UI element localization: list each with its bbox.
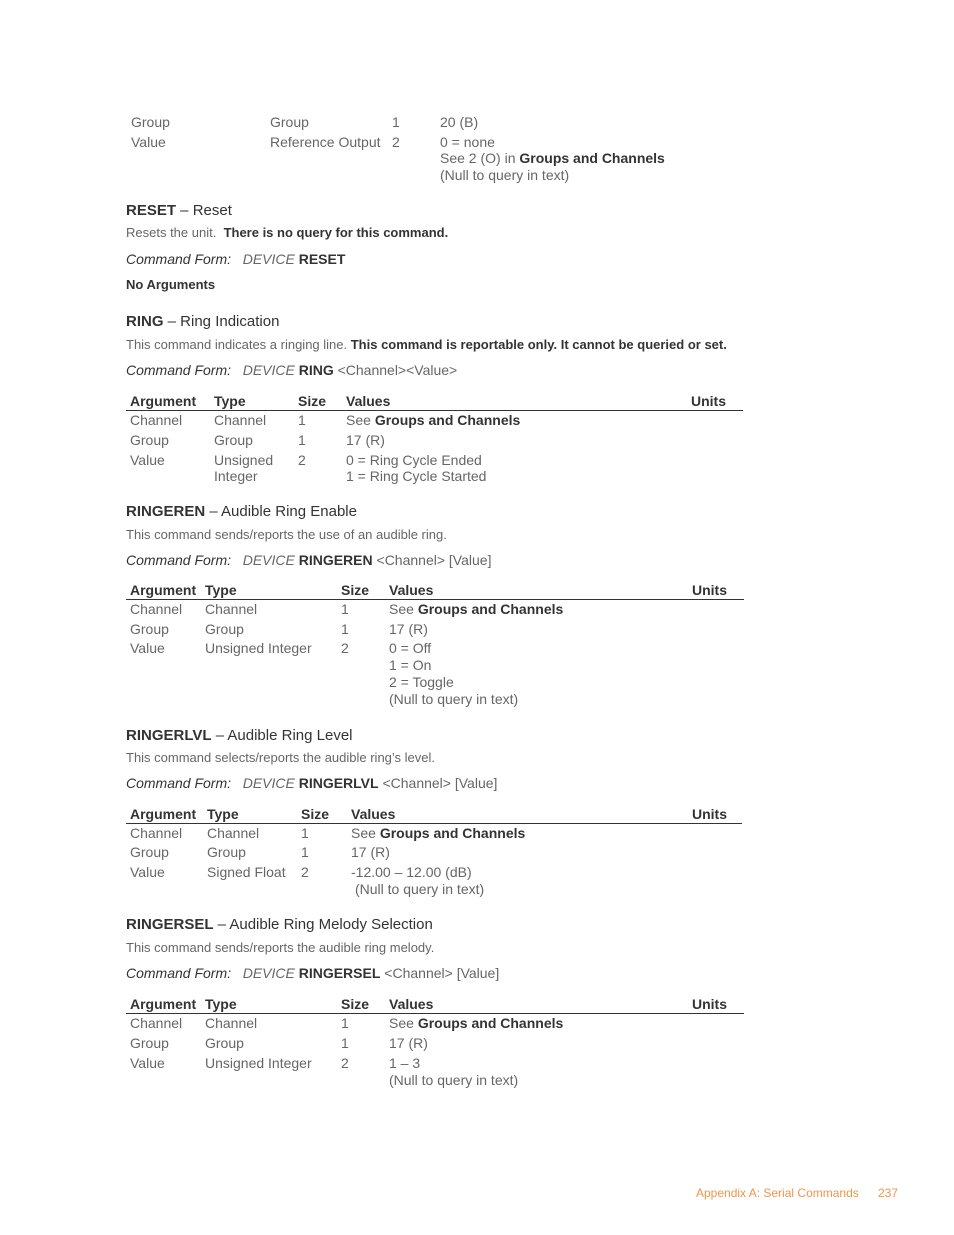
table-cell: (Null to query in text) — [355, 881, 485, 897]
column-header: Units — [692, 582, 727, 598]
column-header: Values — [346, 393, 391, 409]
table-cell: 1 — [341, 1015, 349, 1031]
section-description: This command sends/reports the use of an audible ring. — [126, 527, 447, 542]
header-rule — [126, 823, 742, 824]
column-header: Size — [298, 393, 327, 409]
table-cell: 2 — [301, 864, 309, 880]
table-cell: Group — [130, 844, 169, 860]
column-header: Units — [692, 806, 727, 822]
table-cell: Channel — [207, 825, 260, 841]
table-cell: Group — [205, 621, 244, 637]
table-cell: 0 = Ring Cycle Ended — [346, 452, 482, 468]
column-header: Type — [205, 582, 237, 598]
section-title: RINGEREN – Audible Ring Enable — [126, 503, 357, 520]
table-cell: 17 (R) — [389, 621, 428, 637]
table-cell: Unsigned Integer — [205, 640, 312, 656]
column-header: Type — [214, 393, 246, 409]
table-cell: Group — [207, 844, 246, 860]
table-cell: Channel — [130, 1015, 183, 1031]
table-cell: 2 — [298, 452, 306, 468]
header-rule — [126, 599, 744, 600]
table-cell: 1 — [341, 601, 349, 617]
table-cell: Signed Float — [207, 864, 286, 880]
table-cell: 20 (B) — [440, 114, 479, 130]
table-cell: Integer — [214, 468, 258, 484]
column-header: Values — [389, 582, 434, 598]
table-cell: Group — [214, 432, 253, 448]
command-form: Command Form: DEVICE RING <Channel><Value> — [126, 362, 458, 378]
column-header: Units — [691, 393, 726, 409]
table-cell: 1 = Ring Cycle Started — [346, 468, 487, 484]
table-cell: Channel — [130, 601, 183, 617]
table-cell: 17 (R) — [346, 432, 385, 448]
table-cell: 2 — [392, 134, 400, 150]
table-cell: 1 — [301, 844, 309, 860]
column-header: Argument — [130, 393, 197, 409]
see-reference: See Groups and Channels — [389, 1015, 564, 1031]
table-cell: Value — [130, 864, 165, 880]
table-cell: 2 — [341, 1055, 349, 1071]
table-cell: (Null to query in text) — [389, 1072, 519, 1088]
table-cell: Group — [270, 114, 309, 130]
command-form: Command Form: DEVICE RINGEREN <Channel> [Value] — [126, 552, 492, 568]
column-header: Units — [692, 996, 727, 1012]
table-cell: 0 = none — [440, 134, 495, 150]
command-form: Command Form: DEVICE RINGERLVL <Channel> [Value] — [126, 775, 498, 791]
table-cell: Reference Output — [270, 134, 381, 150]
table-cell: 2 = Toggle — [389, 674, 454, 690]
table-cell: Value — [130, 640, 165, 656]
section-title: RINGERSEL – Audible Ring Melody Selection — [126, 916, 433, 933]
section-title: RINGERLVL – Audible Ring Level — [126, 727, 353, 744]
table-cell: Channel — [130, 412, 183, 428]
table-cell: Unsigned — [214, 452, 274, 468]
section-description: This command selects/reports the audible ring’s level. — [126, 750, 436, 765]
table-cell: Value — [130, 1055, 165, 1071]
see-reference: See 2 (O) in Groups and Channels — [440, 150, 665, 166]
table-cell: Channel — [205, 601, 258, 617]
column-header: Type — [207, 806, 239, 822]
column-header: Argument — [130, 582, 197, 598]
table-cell: 0 = Off — [389, 640, 432, 656]
table-cell: Channel — [130, 825, 183, 841]
table-cell: Group — [205, 1035, 244, 1051]
column-header: Size — [341, 582, 370, 598]
table-cell: Group — [130, 621, 169, 637]
table-cell: Group — [130, 1035, 169, 1051]
table-cell: 17 (R) — [389, 1035, 428, 1051]
table-cell: Group — [130, 432, 169, 448]
section-description: This command sends/reports the audible ring melody. — [126, 940, 435, 955]
section-title: RING – Ring Indication — [126, 313, 280, 330]
see-reference: See Groups and Channels — [346, 412, 521, 428]
column-header: Size — [341, 996, 370, 1012]
see-reference: See Groups and Channels — [389, 601, 564, 617]
section-description: Resets the unit. There is no query for this command. — [126, 225, 449, 240]
section-title: RESET – Reset — [126, 202, 232, 219]
command-form: Command Form: DEVICE RESET — [126, 251, 346, 267]
column-header: Values — [389, 996, 434, 1012]
table-cell: Channel — [205, 1015, 258, 1031]
table-cell: Unsigned Integer — [205, 1055, 312, 1071]
table-cell: 1 — [298, 412, 306, 428]
column-header: Size — [301, 806, 330, 822]
command-form: Command Form: DEVICE RINGERSEL <Channel> [Value] — [126, 965, 500, 981]
table-cell: (Null to query in text) — [440, 167, 570, 183]
table-cell: 1 — [341, 1035, 349, 1051]
table-cell: Value — [131, 134, 166, 150]
table-cell: -12.00 – 12.00 (dB) — [351, 864, 472, 880]
table-cell: 1 = On — [389, 657, 432, 673]
table-cell: 1 — [301, 825, 309, 841]
header-rule — [126, 1013, 744, 1014]
table-cell: 1 – 3 — [389, 1055, 421, 1071]
table-cell: Value — [130, 452, 165, 468]
footer-section-label: Appendix A: Serial Commands — [696, 1186, 859, 1200]
table-cell: Group — [131, 114, 170, 130]
section-description: This command indicates a ringing line. This command is reportable only. It cannot be queried or set. — [126, 337, 727, 352]
column-header: Type — [205, 996, 237, 1012]
column-header: Argument — [130, 996, 197, 1012]
header-rule — [126, 410, 743, 411]
no-arguments-label: No Arguments — [126, 277, 216, 292]
table-cell: 1 — [298, 432, 306, 448]
table-cell: 17 (R) — [351, 844, 390, 860]
table-cell: Channel — [214, 412, 267, 428]
table-cell: 1 — [392, 114, 400, 130]
table-cell: 2 — [341, 640, 349, 656]
table-cell: (Null to query in text) — [389, 691, 519, 707]
table-cell: 1 — [341, 621, 349, 637]
column-header: Argument — [130, 806, 197, 822]
see-reference: See Groups and Channels — [351, 825, 526, 841]
column-header: Values — [351, 806, 396, 822]
page-number: 237 — [878, 1186, 899, 1200]
